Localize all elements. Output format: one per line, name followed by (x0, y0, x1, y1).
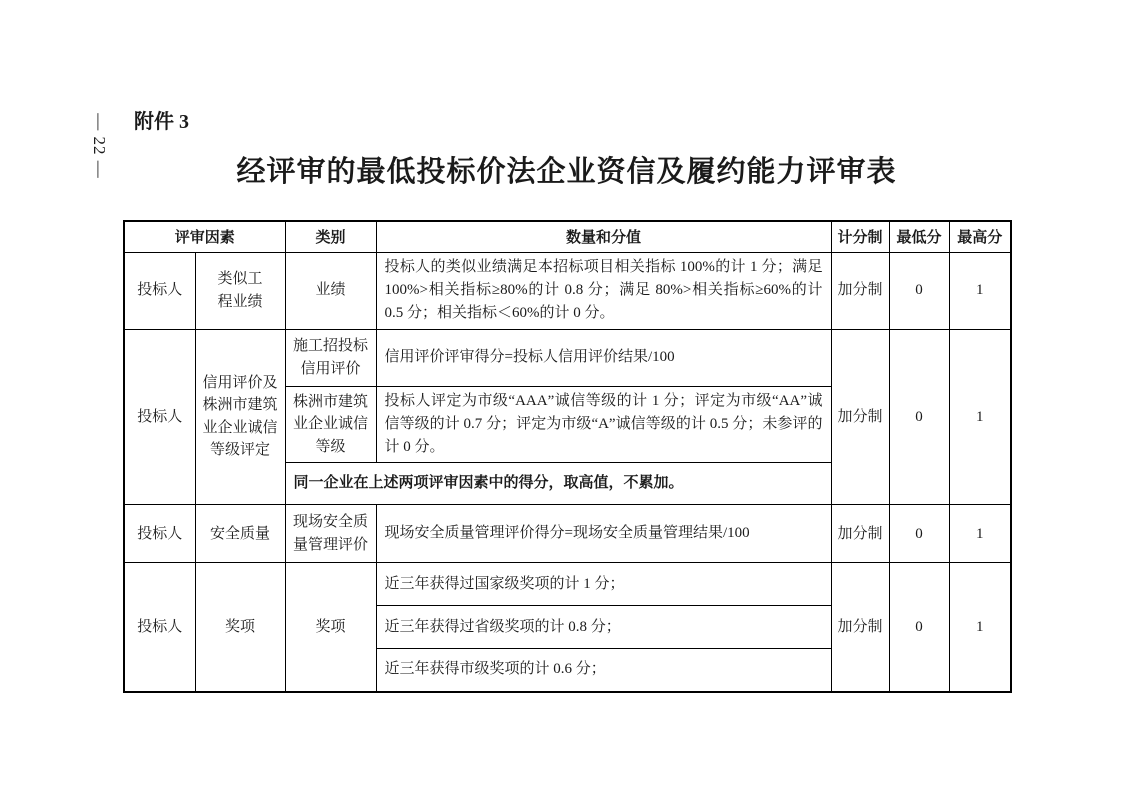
cell-criteria: 信用评价评审得分=投标人信用评价结果/100 (376, 329, 831, 386)
merged-note-cell: 同一企业在上述两项评审因素中的得分，取高值，不累加。 (285, 463, 831, 505)
table-row (124, 252, 1011, 329)
cell-min-score: 0 (889, 252, 949, 329)
cell-bidder: 投标人 (124, 252, 195, 329)
page-number: — 22 — (90, 113, 109, 179)
cell-category: 株洲市建筑业企业诚信等级 (285, 386, 376, 463)
cell-factor: 安全质量 (195, 505, 285, 563)
table-row (124, 563, 1011, 606)
cell-min-score: 0 (889, 505, 949, 563)
cell-min-score: 0 (889, 329, 949, 505)
cell-scoring-method: 加分制 (831, 329, 889, 505)
cell-criteria: 现场安全质量管理评价得分=现场安全质量管理结果/100 (376, 505, 831, 563)
cell-category: 施工招投标信用评价 (285, 329, 376, 386)
cell-bidder: 投标人 (124, 505, 195, 563)
table-header-row (124, 221, 1011, 252)
header-cell-min: 最低分 (889, 221, 949, 252)
table-row (124, 505, 1011, 563)
cell-category: 业绩 (285, 252, 376, 329)
cell-factor: 信用评价及株洲市建筑业企业诚信等级评定 (195, 329, 285, 505)
cell-criteria: 近三年获得过国家级奖项的计 1 分； (376, 563, 831, 606)
attachment-label: 附件 3 (134, 111, 189, 133)
cell-scoring-method: 加分制 (831, 252, 889, 329)
cell-criteria: 近三年获得过省级奖项的计 0.8 分； (376, 606, 831, 649)
cell-max-score: 1 (949, 563, 1011, 692)
header-cell-category: 类别 (285, 221, 376, 252)
header-cell-criteria: 数量和分值 (376, 221, 831, 252)
cell-category: 奖项 (285, 563, 376, 692)
cell-scoring-method: 加分制 (831, 505, 889, 563)
header-cell-scoring: 计分制 (831, 221, 889, 252)
cell-factor: 类似工程业绩 (195, 252, 285, 329)
cell-criteria: 投标人的类似业绩满足本招标项目相关指标 100%的计 1 分；满足 100%>相关指标≥80%的计 0.8 分；满足 80%>相关指标≥60%的计 0.5 分；相关指标＜60%的计 0 分。 (376, 252, 831, 329)
cell-max-score: 1 (949, 505, 1011, 563)
header-cell-factor: 评审因素 (124, 221, 285, 252)
cell-max-score: 1 (949, 252, 1011, 329)
table-row (124, 329, 1011, 386)
header-cell-max: 最高分 (949, 221, 1011, 252)
document-title: 经评审的最低投标价法企业资信及履约能力评审表 (236, 156, 897, 188)
cell-max-score: 1 (949, 329, 1011, 505)
cell-category: 现场安全质量管理评价 (285, 505, 376, 563)
cell-bidder: 投标人 (124, 563, 195, 692)
cell-factor: 奖项 (195, 563, 285, 692)
cell-criteria: 投标人评定为市级“AAA”诚信等级的计 1 分；评定为市级“AA”诚信等级的计 0.7 分；评定为市级“A”诚信等级的计 0.5 分；未参评的计 0 分。 (376, 386, 831, 463)
cell-bidder: 投标人 (124, 329, 195, 505)
review-table (123, 220, 1012, 693)
cell-scoring-method: 加分制 (831, 563, 889, 692)
cell-min-score: 0 (889, 563, 949, 692)
cell-criteria: 近三年获得市级奖项的计 0.6 分； (376, 649, 831, 692)
